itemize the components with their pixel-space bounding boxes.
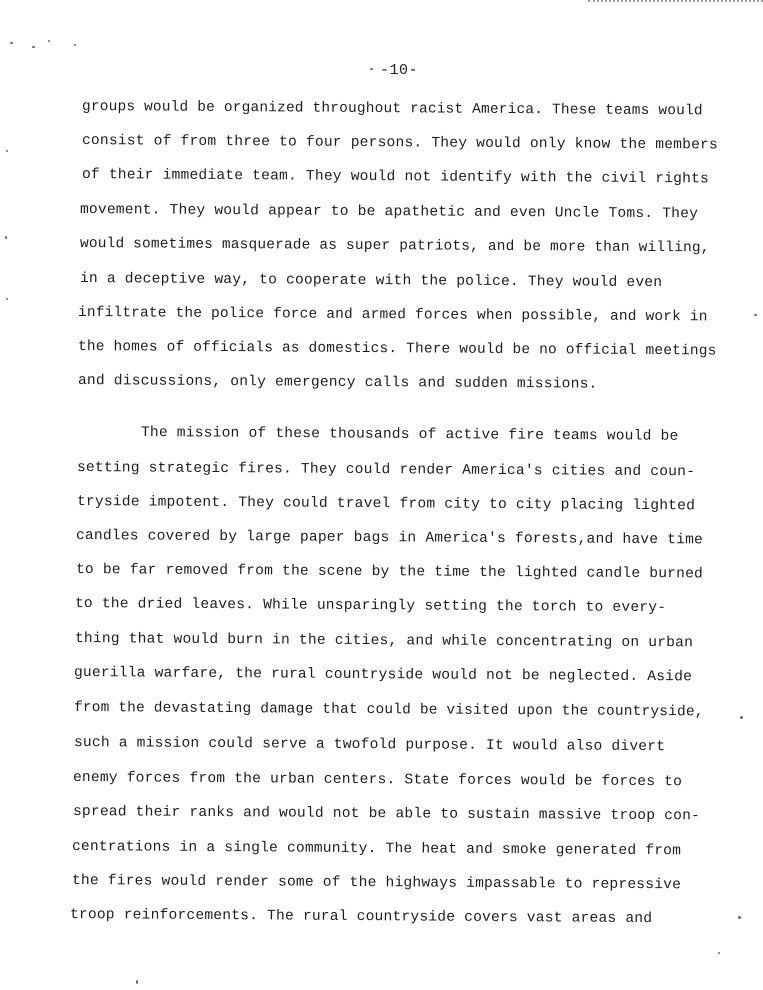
paragraph-1-line-2: consist of from three to four persons. They would only know the members — [81, 133, 719, 154]
scan-speck — [136, 980, 138, 984]
scan-speck — [370, 68, 373, 70]
paragraph-2-line-6: to the dried leaves. While unsparingly setting the torch to every- — [74, 596, 667, 617]
scan-speck — [74, 44, 76, 46]
paragraph-2-line-12: spread their ranks and would not be able to sustain massive troop con- — [72, 804, 701, 825]
paragraph-1-line-8: the homes of officials as domestics. There would be no official meetings — [77, 339, 717, 360]
scan-speck — [738, 916, 741, 919]
paragraph-2-line-11: enemy forces from the urban centers. State forces would be forces to — [72, 770, 683, 791]
paragraph-2-line-13: centrations in a single community. The heat and smoke generated from — [71, 839, 682, 860]
paragraph-2-line-2: setting strategic fires. They could render America's cities and coun- — [76, 460, 696, 481]
scan-speck — [6, 298, 8, 300]
scan-speck — [5, 236, 7, 239]
paragraph-1-line-6: in a deceptive way, to cooperate with the police. They would even — [79, 271, 663, 292]
paragraph-2-line-3: tryside impotent. They could travel from city to city placing lighted — [76, 494, 696, 515]
paragraph-1-line-1: groups would be organized throughout racist America. These teams would — [81, 99, 703, 120]
paragraph-2-line-10: such a mission could serve a twofold purpose. It would also divert — [73, 735, 666, 756]
paragraph-1-line-3: of their immediate team. They would not identify with the civil rights — [81, 167, 710, 188]
paragraph-2-line-14: the fires would render some of the highways impassable to repressive — [71, 873, 682, 894]
scan-speck — [718, 952, 720, 954]
scan-speck — [32, 46, 35, 48]
page-number: -10- — [380, 62, 419, 79]
paragraph-2-line-7: thing that would burn in the cities, and while concentrating on urban — [74, 631, 694, 652]
paragraph-2-line-8: guerilla warfare, the rural countryside would not be neglected. Aside — [73, 665, 693, 686]
paragraph-1-line-7: infiltrate the police force and armed forces when possible, and work in — [77, 305, 708, 326]
paragraph-1-line-5: would sometimes masquerade as super patriots, and be more than willing, — [79, 236, 710, 257]
paragraph-2-line-1: The mission of these thousands of active fire teams would be — [140, 425, 679, 445]
scan-speck — [740, 716, 743, 719]
paragraph-2-line-4: candles covered by large paper bags in America's forests,and have time — [75, 528, 704, 549]
scan-speck — [6, 150, 8, 152]
paragraph-2-line-15: troop reinforcements. The rural countryside covers vast areas and — [69, 907, 653, 928]
scan-speck — [754, 314, 757, 316]
paragraph-2-line-5: to be far removed from the scene by the time the lighted candle burned — [75, 562, 704, 583]
paragraph-2-line-9: from the devastating damage that could be visited upon the countryside, — [73, 700, 704, 721]
scan-speck — [48, 40, 50, 42]
paragraph-1-line-9: and discussions, only emergency calls and sudden missions. — [77, 373, 598, 393]
scan-speck — [10, 42, 13, 44]
paragraph-1-line-4: movement. They would appear to be apathetic and even Uncle Toms. They — [79, 202, 699, 223]
top-edge-dots — [588, 0, 763, 5]
